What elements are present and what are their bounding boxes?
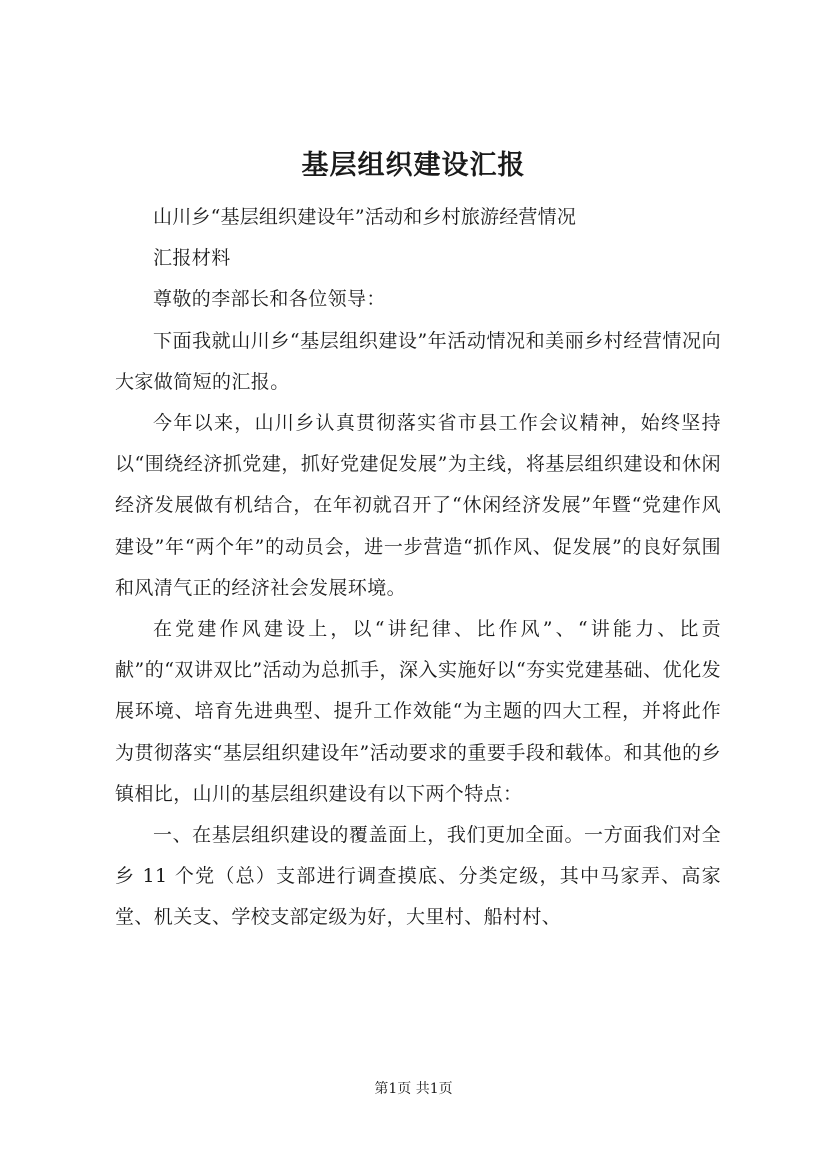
paragraph-point-one: 一、在基层组织建设的覆盖面上，我们更加全面。一方面我们对全乡 11 个党（总）支部进行调查摸底、分类定级，其中马家弄、高家堂、机关支、学校支部定级为好，大里村、船村村、: [115, 824, 721, 929]
salutation: 尊敬的李部长和各位领导：: [153, 288, 386, 311]
paragraph-party-building: 在党建作风建设上，以“讲纪律、比作风”、“讲能力、比贡献”的“双讲双比”活动为总抓手，深入实施好以“夯实党建基础、优化发展环境、培育先进典型、提升工作效能“为主题的四大工程，并将此作为贯彻落实“基层组织建设年”活动要求的重要手段和载体。和其他的乡镇相比，山川的基层组织建设有以下两个特点：: [115, 618, 721, 805]
document-title: 基层组织建设汇报: [301, 150, 526, 181]
document-body: [115, 197, 721, 939]
paragraph-overview: 今年以来，山川乡认真贯彻落实省市县工作会议精神，始终坚持以“围绕经济抓党建，抓好党建促发展”为主线，将基层组织建设和休闲经济发展做有机结合，在年初就召开了“休闲经济发展”年暨“党建作风建设”年“两个年”的动员会，进一步营造“抓作风、促发展”的良好氛围和风清气正的经济社会发展环境。: [115, 412, 721, 599]
paragraph-intro: 下面我就山川乡“基层组织建设”年活动情况和美丽乡村经营情况向大家做简短的汇报。: [115, 329, 721, 393]
page-number-footer: 第1页 共1页: [374, 1081, 453, 1097]
subtitle-line-2: 汇报材料: [153, 247, 231, 270]
subtitle-line: 山川乡“基层组织建设年”活动和乡村旅游经营情况: [153, 206, 577, 228]
